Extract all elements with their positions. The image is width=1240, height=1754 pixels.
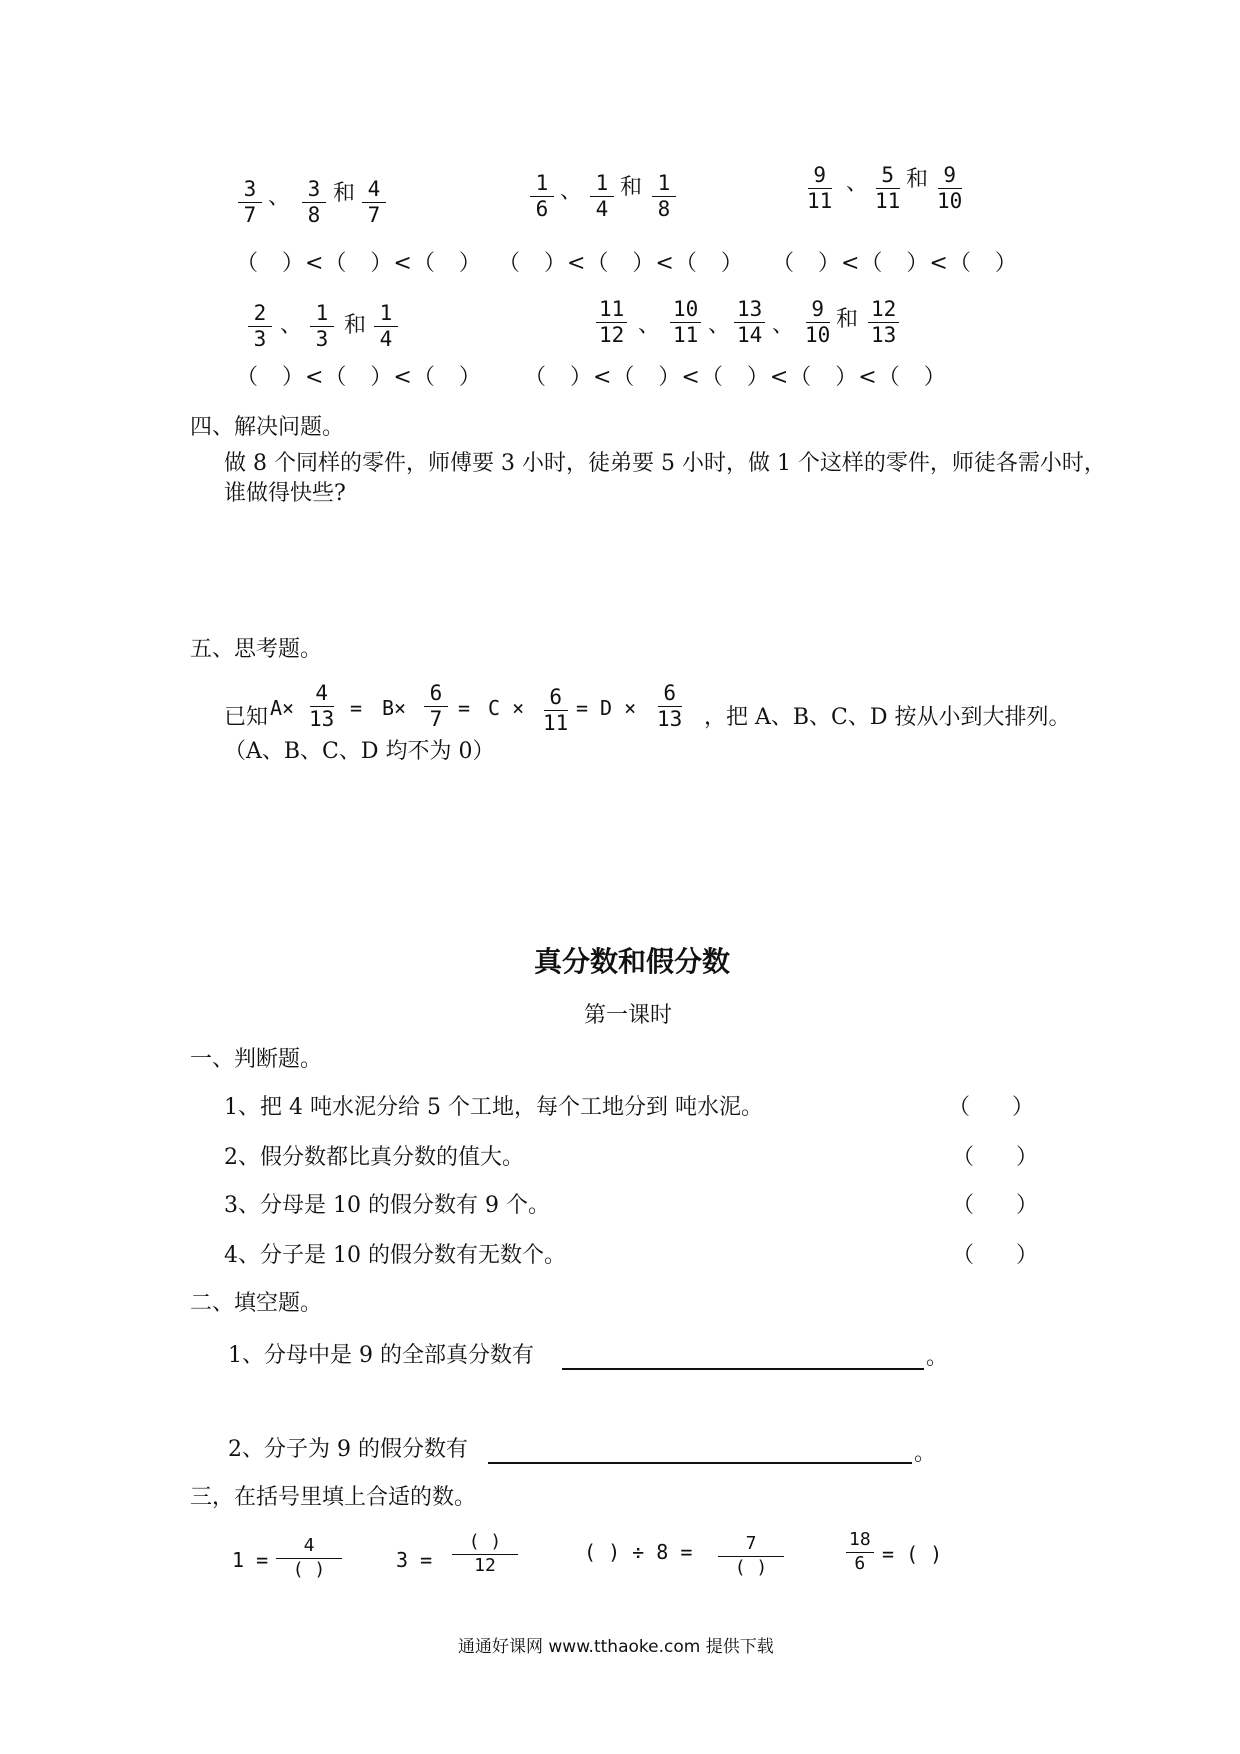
equals-sign: = (350, 696, 363, 720)
section-heading: 四、解决问题。 (190, 415, 345, 440)
equation-right: = ( ) (882, 1542, 943, 1566)
lesson-title: 真分数和假分数 (534, 945, 731, 978)
fraction: $\frac{1}{8}$ (652, 172, 676, 220)
question-text: 1、分母中是 9 的全部真分数有 (228, 1343, 534, 1368)
and-word: 和 (620, 175, 643, 200)
equation-left: ( ) ÷ 8 = (584, 1540, 693, 1564)
page-footer: 通通好课网 www.tthaoke.com 提供下载 (458, 1637, 774, 1657)
fraction: $\frac{18}{6}$ (846, 1530, 874, 1574)
answer-paren: （ ） (952, 1193, 1038, 1218)
question-text: 4、分子是 10 的假分数有无数个。 (224, 1243, 566, 1268)
separator: 、 (846, 171, 869, 196)
section-heading: 一、判断题。 (190, 1047, 323, 1072)
period: 。 (926, 1345, 949, 1370)
separator: 、 (638, 313, 661, 338)
question-text: 1、把 4 吨水泥分给 5 个工地，每个工地分到 吨水泥。 (224, 1095, 763, 1120)
separator: 、 (772, 313, 795, 338)
separator: 、 (280, 313, 303, 338)
separator: 、 (708, 313, 731, 338)
fraction: $\frac{10}{11}$ (670, 298, 701, 346)
fraction: $\frac{4}{7}$ (362, 178, 386, 226)
section-heading: 二、填空题。 (190, 1291, 323, 1316)
variable-a: A× (270, 696, 295, 720)
fraction: $\frac{3}{8}$ (302, 178, 326, 226)
fraction: $\frac{1}{4}$ (590, 172, 614, 220)
equation-left: 3 = (396, 1548, 433, 1572)
fraction: $\frac{9}{11}$ (807, 163, 833, 213)
fraction-blank: ( ) 12 (452, 1532, 518, 1576)
comparison-blank: （ ）<（ ）<（ ）<（ ）<（ ） (524, 365, 947, 390)
and-word: 和 (344, 313, 367, 338)
fraction: $\frac{11}{12}$ (596, 298, 627, 346)
answer-paren: （ ） (948, 1095, 1034, 1120)
separator: 、 (560, 179, 583, 204)
answer-paren: （ ） (952, 1145, 1038, 1170)
fraction: $\frac{9}{10}$ (805, 297, 831, 347)
answer-blank (562, 1368, 924, 1370)
fraction-blank: 7 ( ) (718, 1534, 784, 1578)
problem-text: 谁做得快些? (224, 481, 346, 506)
fraction: $\frac{3}{7}$ (238, 178, 262, 226)
variable-c: C × (488, 696, 525, 720)
equals-sign: = (458, 696, 471, 720)
question-text: 2、假分数都比真分数的值大。 (224, 1145, 524, 1170)
and-word: 和 (333, 181, 356, 206)
fraction: $\frac{5}{11}$ (875, 163, 901, 213)
fraction: $\frac{2}{3}$ (248, 302, 272, 350)
fraction: $\frac{4}{13}$ (309, 681, 335, 731)
section-heading: 三，在括号里填上合适的数。 (190, 1485, 477, 1510)
fraction: $\frac{1}{6}$ (530, 172, 554, 220)
fraction: $\frac{6}{11}$ (543, 685, 569, 735)
fraction: $\frac{9}{10}$ (937, 163, 963, 213)
question-text: 2、分子为 9 的假分数有 (228, 1437, 468, 1462)
comparison-blank: （ ）<（ ）<（ ） (772, 251, 1018, 276)
and-word: 和 (836, 307, 859, 332)
comparison-blank: （ ）<（ ）<（ ） (236, 365, 482, 390)
answer-paren: （ ） (952, 1243, 1038, 1268)
fraction: $\frac{1}{4}$ (374, 302, 398, 350)
section-heading: 五、思考题。 (190, 637, 323, 662)
fraction: $\frac{6}{7}$ (424, 682, 448, 730)
comparison-blank: （ ）<（ ）<（ ） (498, 251, 744, 276)
known-label: 已知 (224, 705, 269, 730)
and-word: 和 (906, 167, 929, 192)
fraction: $\frac{12}{13}$ (868, 298, 899, 346)
fraction: $\frac{6}{13}$ (657, 681, 683, 731)
lesson-subtitle: 第一课时 (584, 1003, 673, 1028)
period: 。 (914, 1441, 937, 1466)
comparison-blank: （ ）<（ ）<（ ） (236, 251, 482, 276)
fraction: $\frac{1}{3}$ (310, 302, 334, 350)
equals-sign: = (576, 696, 589, 720)
problem-note: （A、B、C、D 均不为 0） (224, 739, 495, 764)
answer-blank (488, 1462, 912, 1464)
problem-text: 做 8 个同样的零件，师傅要 3 小时，徒弟要 5 小时，做 1 个这样的零件，师徒各需小时， (224, 451, 1106, 476)
problem-text: ，把 A、B、C、D 按从小到大排列。 (704, 705, 1071, 730)
fraction-blank: 4 ( ) (276, 1536, 342, 1580)
question-text: 3、分母是 10 的假分数有 9 个。 (224, 1193, 550, 1218)
variable-b: B× (382, 696, 407, 720)
variable-d: D × (600, 696, 637, 720)
separator: 、 (268, 185, 291, 210)
fraction: $\frac{13}{14}$ (734, 298, 765, 346)
equation-left: 1 = (232, 1548, 269, 1572)
